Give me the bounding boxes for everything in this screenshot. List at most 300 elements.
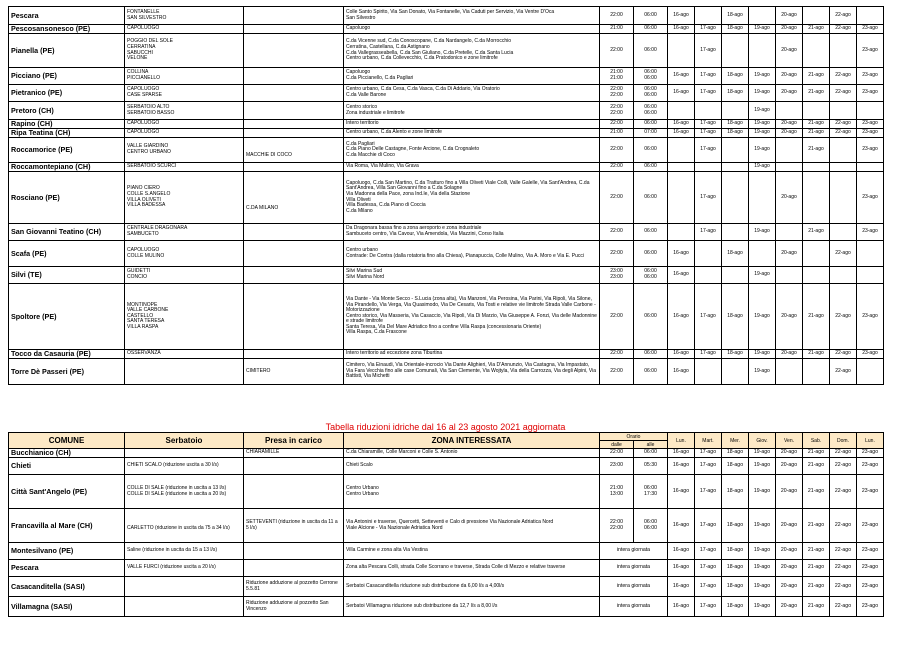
day-cell: 20-ago [776, 241, 803, 267]
day-cell: 17-ago [695, 25, 722, 34]
day-cell: 19-ago [749, 68, 776, 85]
table-row [9, 543, 884, 560]
day-cell [857, 102, 884, 120]
dalle-cell: 22:00 [600, 138, 634, 163]
serbatoio-cell: Saline (riduzione in uscita da 15 a 13 l/s) [125, 543, 244, 560]
alle-cell: 06:00 06:00 [634, 102, 668, 120]
presa-cell: C.DA MILANO [244, 172, 344, 224]
day-cell: 22-ago [830, 85, 857, 102]
comune-cell: Silvi (TE) [9, 267, 125, 284]
header-day: Lun. [668, 433, 695, 449]
day-cell: 22-ago [830, 129, 857, 138]
comune-cell: Torre Dè Passeri (PE) [9, 359, 125, 385]
day-cell: 17-ago [695, 350, 722, 359]
day-cell [722, 34, 749, 68]
alle-cell: 06:00 06:00 [634, 85, 668, 102]
zona-cell: Intero territorio [344, 120, 600, 129]
day-cell: 19-ago [749, 163, 776, 172]
day-cell: 16-ago [668, 577, 695, 597]
table-row [9, 284, 884, 350]
day-cell: 19-ago [749, 25, 776, 34]
day-cell: 18-ago [722, 241, 749, 267]
day-cell [722, 172, 749, 224]
dalle-cell: intera giornata [600, 543, 668, 560]
day-cell: 18-ago [722, 543, 749, 560]
day-cell: 17-ago [695, 284, 722, 350]
day-cell: 17-ago [695, 597, 722, 617]
day-cell: 22-ago [830, 577, 857, 597]
day-cell: 23-ago [857, 120, 884, 129]
header-day: Sab. [803, 433, 830, 449]
day-cell [668, 102, 695, 120]
day-cell: 21-ago [803, 597, 830, 617]
table-row [9, 267, 884, 284]
alle-cell: 05:30 [634, 458, 668, 475]
day-cell: 16-ago [668, 7, 695, 25]
day-cell: 17-ago [695, 543, 722, 560]
day-cell: 20-ago [776, 34, 803, 68]
presa-cell [244, 34, 344, 68]
presa-cell [244, 543, 344, 560]
day-cell: 18-ago [722, 284, 749, 350]
day-cell [722, 267, 749, 284]
day-cell: 22-ago [830, 68, 857, 85]
day-cell: 19-ago [749, 138, 776, 163]
day-cell: 23-ago [857, 85, 884, 102]
alle-cell: 06:00 [634, 7, 668, 25]
day-cell: 23-ago [857, 224, 884, 241]
table-row [9, 475, 884, 509]
presa-cell [244, 350, 344, 359]
alle-cell: 06:00 [634, 25, 668, 34]
dalle-cell: 23:00 23:00 [600, 267, 634, 284]
day-cell: 16-ago [668, 509, 695, 543]
serbatoio-cell [125, 359, 244, 385]
day-cell: 21-ago [803, 25, 830, 34]
zona-cell: Via Roma, Via Mulino, Via Grava [344, 163, 600, 172]
serbatoio-cell: COLLINA PICCIANELLO [125, 68, 244, 85]
day-cell [857, 163, 884, 172]
day-cell: 21-ago [803, 120, 830, 129]
table-row [9, 449, 884, 458]
table-row [9, 129, 884, 138]
zona-cell: C.da Vicenne sud, C.da Conoscopane, C.da Nardangelo, C.da Morrocchio Cerratina, Castellana, C.da Astignano C.da Vallegrasseabella, C.da San Giuliano, C.da Pretelle, C.da Santa Lucia Centro urbano, C.da Collevecchio, C.da Pratodonico e zone limitrofe [344, 34, 600, 68]
day-cell: 21-ago [803, 543, 830, 560]
day-cell: 21-ago [803, 68, 830, 85]
day-cell [695, 267, 722, 284]
comune-cell: San Giovanni Teatino (CH) [9, 224, 125, 241]
header-presa: Presa in carico [244, 433, 344, 449]
comune-cell: Pescara [9, 560, 125, 577]
day-cell [749, 241, 776, 267]
day-cell [776, 267, 803, 284]
day-cell [803, 172, 830, 224]
header-serbatoio: Serbatoio [125, 433, 244, 449]
day-cell: 20-ago [776, 172, 803, 224]
serbatoio-cell: CAPOLUOGO CASE SPARSE [125, 85, 244, 102]
presa-cell [244, 7, 344, 25]
dalle-cell: 22:00 [600, 224, 634, 241]
comune-cell: Pretoro (CH) [9, 102, 125, 120]
day-cell [668, 138, 695, 163]
presa-cell [244, 224, 344, 241]
dalle-cell: 22:00 22:00 [600, 85, 634, 102]
table-row [9, 224, 884, 241]
day-cell: 22-ago [830, 359, 857, 385]
day-cell [776, 102, 803, 120]
alle-cell: 06:00 [634, 34, 668, 68]
day-cell: 19-ago [749, 597, 776, 617]
day-cell: 16-ago [668, 68, 695, 85]
day-cell: 22-ago [830, 475, 857, 509]
day-cell [857, 267, 884, 284]
day-cell: 18-ago [722, 509, 749, 543]
zona-cell: Via Antonini e traverse, Quercetti, Setteventi e Calo di pressione Via Nazionale Adriatica Nord Viale Alcione - Via Nazionale Adriatica Nord [344, 509, 600, 543]
table-row [9, 458, 884, 475]
presa-cell [244, 284, 344, 350]
presa-cell: SETTEVENTI (riduzione in uscita da 11 a 5 l/s) [244, 509, 344, 543]
day-cell: 18-ago [722, 120, 749, 129]
day-cell: 17-ago [695, 509, 722, 543]
day-cell: 17-ago [695, 577, 722, 597]
serbatoio-cell [125, 577, 244, 597]
zona-cell: Zona alta Pescara Colli, strada Colle Scorrano e traverse, Strada Colle di Mezzo e relative traverse [344, 560, 600, 577]
presa-cell: MACCHIE DI COCO [244, 138, 344, 163]
day-cell: 20-ago [776, 129, 803, 138]
presa-cell [244, 129, 344, 138]
table-row [9, 68, 884, 85]
alle-cell: 06:00 [634, 138, 668, 163]
alle-cell: 06:00 06:00 [634, 267, 668, 284]
alle-cell: 06:00 06:00 [634, 509, 668, 543]
alle-cell: 06:00 [634, 359, 668, 385]
dalle-cell: intera giornata [600, 597, 668, 617]
comune-cell: Roccamorice (PE) [9, 138, 125, 163]
zona-cell: Centro storico Zona industriale e limitrofe [344, 102, 600, 120]
day-cell [668, 172, 695, 224]
zona-cell: Via Dante - Via Monte Secco - S.Lucia (zona alta), Via Manzoni, Via Perosina, Via Parini, Via Ripoli, Via Silone, Via Pirandello, Via Verga, Via Quasimodo, Via De Cesaris, Via Tosti e relative vie limitrofe Strada Valle Carbone - Motorizzazione Centro storico, Via Masseria, Via Casaccio, Via Ripoli, Via Di Marzio, Via Giuseppe A. Fonzi, Via delle Madonnine e strade limitrofe Santa Teresa, Via Del Mare Adriatico fino a confine Villa Raspa (concessionaria Oriente) Villa Raspa, C.da Frascone [344, 284, 600, 350]
serbatoio-cell: CAPOLUOGO [125, 25, 244, 34]
header-day: Dom. [830, 433, 857, 449]
day-cell: 18-ago [722, 560, 749, 577]
day-cell: 16-ago [668, 475, 695, 509]
day-cell: 18-ago [722, 449, 749, 458]
serbatoio-cell: VALLE GIARDINO CENTRO URBANO [125, 138, 244, 163]
day-cell: 18-ago [722, 7, 749, 25]
serbatoio-cell: SERBATOIO ALTO SERBATOIO BASSO [125, 102, 244, 120]
day-cell: 23-ago [857, 458, 884, 475]
day-cell: 17-ago [695, 224, 722, 241]
day-cell: 19-ago [749, 350, 776, 359]
day-cell: 21-ago [803, 129, 830, 138]
comune-cell: Pietranico (PE) [9, 85, 125, 102]
table-row [9, 102, 884, 120]
header-dalle: dalle [600, 441, 634, 449]
day-cell: 23-ago [857, 509, 884, 543]
day-cell: 16-ago [668, 350, 695, 359]
alle-cell: 06:00 [634, 224, 668, 241]
table-row [9, 359, 884, 385]
comune-cell: Pescara [9, 7, 125, 25]
day-cell: 21-ago [803, 284, 830, 350]
day-cell: 22-ago [830, 120, 857, 129]
day-cell: 18-ago [722, 597, 749, 617]
comune-cell: Montesilvano (PE) [9, 543, 125, 560]
header-comune: COMUNE [9, 433, 125, 449]
day-cell: 19-ago [749, 129, 776, 138]
presa-cell [244, 267, 344, 284]
day-cell [830, 224, 857, 241]
day-cell [803, 34, 830, 68]
comune-cell: Scafa (PE) [9, 241, 125, 267]
day-cell: 17-ago [695, 85, 722, 102]
day-cell: 20-ago [776, 284, 803, 350]
day-cell: 22-ago [830, 350, 857, 359]
alle-cell: 06:00 [634, 350, 668, 359]
day-cell: 23-ago [857, 138, 884, 163]
dalle-cell: 21:00 21:00 [600, 68, 634, 85]
comune-cell: Francavilla al Mare (CH) [9, 509, 125, 543]
presa-cell [244, 102, 344, 120]
comune-cell: Casacanditella (SASI) [9, 577, 125, 597]
day-cell: 17-ago [695, 560, 722, 577]
alle-cell: 07:00 [634, 129, 668, 138]
day-cell: 19-ago [749, 543, 776, 560]
day-cell: 18-ago [722, 458, 749, 475]
zona-cell: Intero territorio ad eccezione zona Tiburtina [344, 350, 600, 359]
comune-cell: Picciano (PE) [9, 68, 125, 85]
table-row [9, 350, 884, 359]
zona-cell: Centro urbano, C.da Alento e zone limitrofe [344, 129, 600, 138]
day-cell: 21-ago [803, 560, 830, 577]
day-cell: 19-ago [749, 560, 776, 577]
serbatoio-cell: FONTANELLE SAN SILVESTRO [125, 7, 244, 25]
day-cell: 19-ago [749, 120, 776, 129]
comune-cell: Ripa Teatina (CH) [9, 129, 125, 138]
header-day: Mer. [722, 433, 749, 449]
day-cell: 16-ago [668, 284, 695, 350]
day-cell: 21-ago [803, 350, 830, 359]
zona-cell: Silvi Marina Sud Silvi Marina Nord [344, 267, 600, 284]
zona-cell: Centro Urbano Centro Urbano [344, 475, 600, 509]
zona-cell: C.da Pagliari C.da Piano Delle Castagne, Fonte Arcione, C.da Crognaleto C.da Macchie di Coco [344, 138, 600, 163]
comune-cell: Chieti [9, 458, 125, 475]
day-cell [830, 172, 857, 224]
day-cell [803, 267, 830, 284]
day-cell: 16-ago [668, 560, 695, 577]
comune-cell: Spoltore (PE) [9, 284, 125, 350]
zona-cell: Villa Carmine e zona alta Via Vestina [344, 543, 600, 560]
day-cell: 17-ago [695, 68, 722, 85]
dalle-cell: 21:00 [600, 25, 634, 34]
zona-cell: Centro urbano Contrade: De Contra (dalla rotatoria fino alla Chiesa), Pianapuccia, Colle Mulino, Via A. Moro e Via E. Pucci [344, 241, 600, 267]
day-cell: 21-ago [803, 458, 830, 475]
day-cell: 19-ago [749, 224, 776, 241]
day-cell [668, 34, 695, 68]
comune-cell: Rosciano (PE) [9, 172, 125, 224]
zona-cell: Da Dragonara bassa fino a zona aeroporto e zona industriale Sambuceto centro, Via Cavour, Via Amendola, Via Mazzini, Corso Italia [344, 224, 600, 241]
day-cell: 18-ago [722, 25, 749, 34]
header-day: Lun. [857, 433, 884, 449]
serbatoio-cell [125, 449, 244, 458]
dalle-cell: 23:00 [600, 458, 634, 475]
serbatoio-cell: OSSERVANZA [125, 350, 244, 359]
day-cell: 23-ago [857, 543, 884, 560]
serbatoio-cell: CENTRALE DRAGONARA SAMBUCETO [125, 224, 244, 241]
day-cell [668, 163, 695, 172]
table-row [9, 560, 884, 577]
serbatoio-cell: CHIETI SCALO (riduzione uscita a 30 l/s) [125, 458, 244, 475]
alle-cell: 06:00 [634, 241, 668, 267]
table-row [9, 172, 884, 224]
day-cell: 23-ago [857, 560, 884, 577]
presa-cell [244, 163, 344, 172]
zona-cell: Cimitero, Via Einaudi, Via Orientale-incrocio Via Dante Alighieri, Via D'Annunzio, Via Castagna, Via Impastato, Via Fara Vecchia fino alle case Comunali, Via San Clemente, Via Wojtyla, Via della Carrozza, Via degli Alpini, Via Battisti, Via Michetti [344, 359, 600, 385]
day-cell [749, 34, 776, 68]
day-cell: 22-ago [830, 560, 857, 577]
alle-cell: 06:00 06:00 [634, 68, 668, 85]
presa-cell [244, 560, 344, 577]
reductions-table-part-1 [8, 6, 884, 385]
day-cell: 19-ago [749, 102, 776, 120]
zona-cell: Capoluogo [344, 25, 600, 34]
dalle-cell: 22:00 [600, 120, 634, 129]
zona-cell: Capoluogo, C.da San Martino, C.da Tratturo fino a Villa Oliveti Viale Colli, Valle Galelle, Via Sant'Andrea, C.da Sant'Andrea, Villa San Giovanni fino a C.da Solagne Via Madonna della Pace, zona Ind.le, Via della Stazione Villa Oliveti Villa Badessa, C.da Piano di Coccia C.da Milano [344, 172, 600, 224]
day-cell [695, 7, 722, 25]
day-cell: 23-ago [857, 68, 884, 85]
day-cell: 20-ago [776, 509, 803, 543]
day-cell: 22-ago [830, 543, 857, 560]
day-cell: 20-ago [776, 85, 803, 102]
day-cell: 16-ago [668, 458, 695, 475]
header-zona: ZONA INTERESSATA [344, 433, 600, 449]
day-cell [722, 138, 749, 163]
comune-cell: Bucchianico (CH) [9, 449, 125, 458]
dalle-cell: intera giornata [600, 577, 668, 597]
table-row [9, 120, 884, 129]
presa-cell [244, 241, 344, 267]
presa-cell [244, 85, 344, 102]
day-cell [776, 163, 803, 172]
day-cell: 23-ago [857, 284, 884, 350]
alle-cell: 06:00 [634, 120, 668, 129]
day-cell: 17-ago [695, 129, 722, 138]
day-cell: 20-ago [776, 120, 803, 129]
day-cell [830, 163, 857, 172]
serbatoio-cell: CAPOLUOGO [125, 129, 244, 138]
alle-cell: 06:00 [634, 449, 668, 458]
comune-cell: Villamagna (SASI) [9, 597, 125, 617]
day-cell: 22-ago [830, 509, 857, 543]
day-cell: 19-ago [749, 284, 776, 350]
table-row [9, 577, 884, 597]
alle-cell: 06:00 [634, 163, 668, 172]
day-cell: 21-ago [803, 577, 830, 597]
presa-cell [244, 25, 344, 34]
day-cell: 18-ago [722, 577, 749, 597]
table-row [9, 241, 884, 267]
day-cell: 17-ago [695, 120, 722, 129]
table-row [9, 34, 884, 68]
header-orario: Orario [600, 433, 668, 441]
table-row [9, 138, 884, 163]
header-alle: alle [634, 441, 668, 449]
table-row [9, 597, 884, 617]
serbatoio-cell [125, 597, 244, 617]
day-cell: 17-ago [695, 458, 722, 475]
day-cell: 23-ago [857, 577, 884, 597]
zona-cell: Serbatoi Villamagna riduzione sub distribuzione da 12,7 l/s a 8,00 l/s [344, 597, 600, 617]
dalle-cell: 21:00 13:00 [600, 475, 634, 509]
day-cell [722, 224, 749, 241]
day-cell: 19-ago [749, 359, 776, 385]
day-cell: 19-ago [749, 475, 776, 509]
day-cell: 21-ago [803, 449, 830, 458]
header-day: Mart. [695, 433, 722, 449]
day-cell: 19-ago [749, 267, 776, 284]
dalle-cell: 22:00 [600, 7, 634, 25]
zona-cell: Centro urbano, C.da Cesa, C.da Vasca, C.da Di Addario, Via Oratorio C.da Valle Barone [344, 85, 600, 102]
alle-cell: 06:00 [634, 172, 668, 224]
day-cell [776, 224, 803, 241]
day-cell [803, 359, 830, 385]
day-cell: 22-ago [830, 25, 857, 34]
day-cell: 17-ago [695, 34, 722, 68]
day-cell [830, 138, 857, 163]
serbatoio-cell: COLLE DI SALE (riduzione in uscita a 13 l/s) COLLE DI SALE (riduzione in uscita a 20 l/s) [125, 475, 244, 509]
day-cell [857, 359, 884, 385]
day-cell [776, 359, 803, 385]
day-cell: 23-ago [857, 475, 884, 509]
serbatoio-cell: SERBATOIO SCURCI [125, 163, 244, 172]
dalle-cell: intera giornata [600, 560, 668, 577]
day-cell: 16-ago [668, 129, 695, 138]
day-cell: 22-ago [830, 7, 857, 25]
day-cell: 21-ago [803, 224, 830, 241]
day-cell: 20-ago [776, 577, 803, 597]
day-cell [695, 163, 722, 172]
zona-cell: Capoluogo C.da Piccianello, C.da Pagliari [344, 68, 600, 85]
reductions-table-part-2 [8, 432, 884, 617]
table-row [9, 25, 884, 34]
presa-cell [244, 458, 344, 475]
day-cell [722, 102, 749, 120]
day-cell: 16-ago [668, 359, 695, 385]
comune-cell: Pianella (PE) [9, 34, 125, 68]
table-row [9, 7, 884, 25]
day-cell: 23-ago [857, 25, 884, 34]
header-day: Giov. [749, 433, 776, 449]
day-cell: 21-ago [803, 475, 830, 509]
dalle-cell: 22:00 [600, 34, 634, 68]
day-cell [749, 7, 776, 25]
comune-cell: Rapino (CH) [9, 120, 125, 129]
serbatoio-cell: CAPOLUOGO COLLE MULINO [125, 241, 244, 267]
day-cell: 17-ago [695, 172, 722, 224]
day-cell: 23-ago [857, 597, 884, 617]
day-cell: 20-ago [776, 475, 803, 509]
day-cell: 18-ago [722, 129, 749, 138]
comune-cell: Pescosansonesco (PE) [9, 25, 125, 34]
day-cell: 21-ago [803, 509, 830, 543]
day-cell: 23-ago [857, 34, 884, 68]
day-cell: 17-ago [695, 138, 722, 163]
day-cell: 21-ago [803, 138, 830, 163]
day-cell: 22-ago [830, 284, 857, 350]
day-cell: 17-ago [695, 449, 722, 458]
day-cell [695, 359, 722, 385]
day-cell: 21-ago [803, 85, 830, 102]
